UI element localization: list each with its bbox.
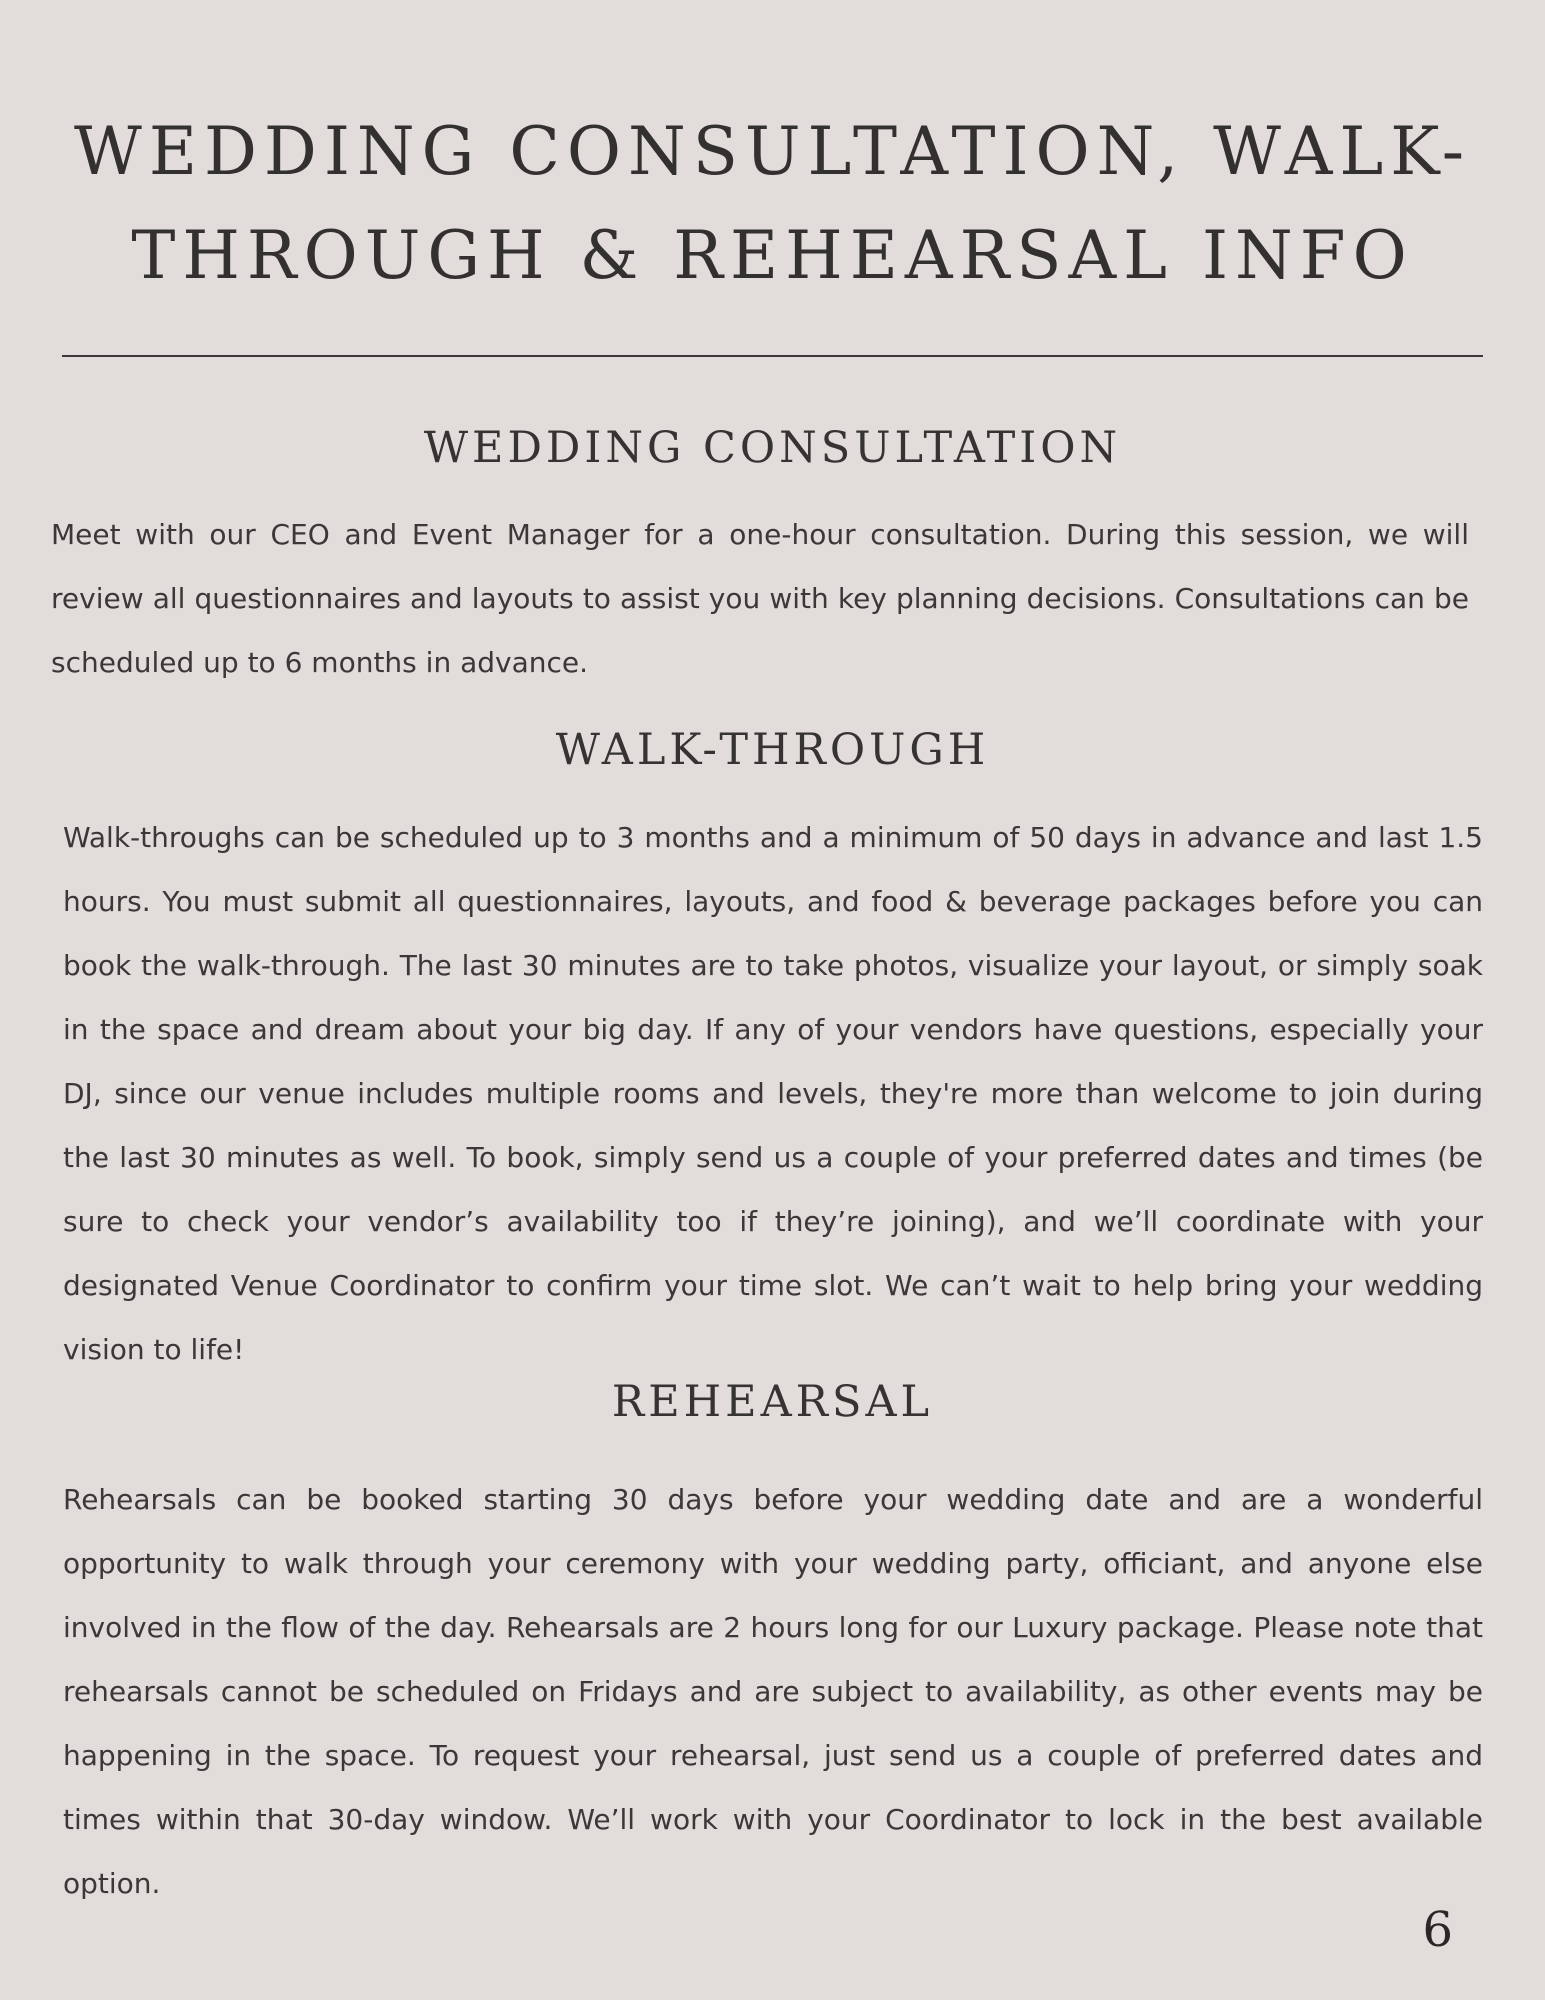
section-body-rehearsal: Rehearsals can be booked starting 30 days before your wedding date and are a wonderful opportunity to walk through your ceremony with your wedding party, officiant, and anyone else involved in the flow of the day. Rehearsals are 2 hours long for our Luxury package. Please note that rehearsals cannot be scheduled on Fridays and are subject to availability, as other events may be happening in the space. To request your rehearsal, just send us a couple of preferred dates and times within that 30-day window. We’ll work with your Coordinator to lock in the best available option. [63,1483,1483,1900]
page-number: 6 [1422,1902,1453,1958]
section-body-consultation: Meet with our CEO and Event Manager for a one-hour consultation. During this session, we will review all questionnaires and layouts to assist you with key planning decisions. Consultations can be scheduled up to 6 months in advance. [51,518,1469,679]
section-heading-consultation: WEDDING CONSULTATION [423,423,1122,473]
section-heading-walk-through: WALK-THROUGH [555,725,990,775]
section-heading-rehearsal: REHEARSAL [611,1377,934,1427]
title-divider [62,355,1483,357]
page-title: WEDDING CONSULTATION, WALK-THROUGH & REHEARSAL INFO [73,113,1471,294]
section-body-walk-through: Walk-throughs can be scheduled up to 3 months and a minimum of 50 days in advance and last 1.5 hours. You must submit all questionnaires, layouts, and food & beverage packages before you can book the walk-through. The last 30 minutes are to take photos, visualize your layout, or simply soak in the space and dream about your big day. If any of your vendors have questions, especially your DJ, since our venue includes multiple rooms and levels, they're more than welcome to join during the last 30 minutes as well. To book, simply send us a couple of your preferred dates and times (be sure to check your vendor’s availability too if they’re joining), and we’ll coordinate with your designated Venue Coordinator to confirm your time slot. We can’t wait to help bring your wedding vision to life! [63,821,1483,1366]
